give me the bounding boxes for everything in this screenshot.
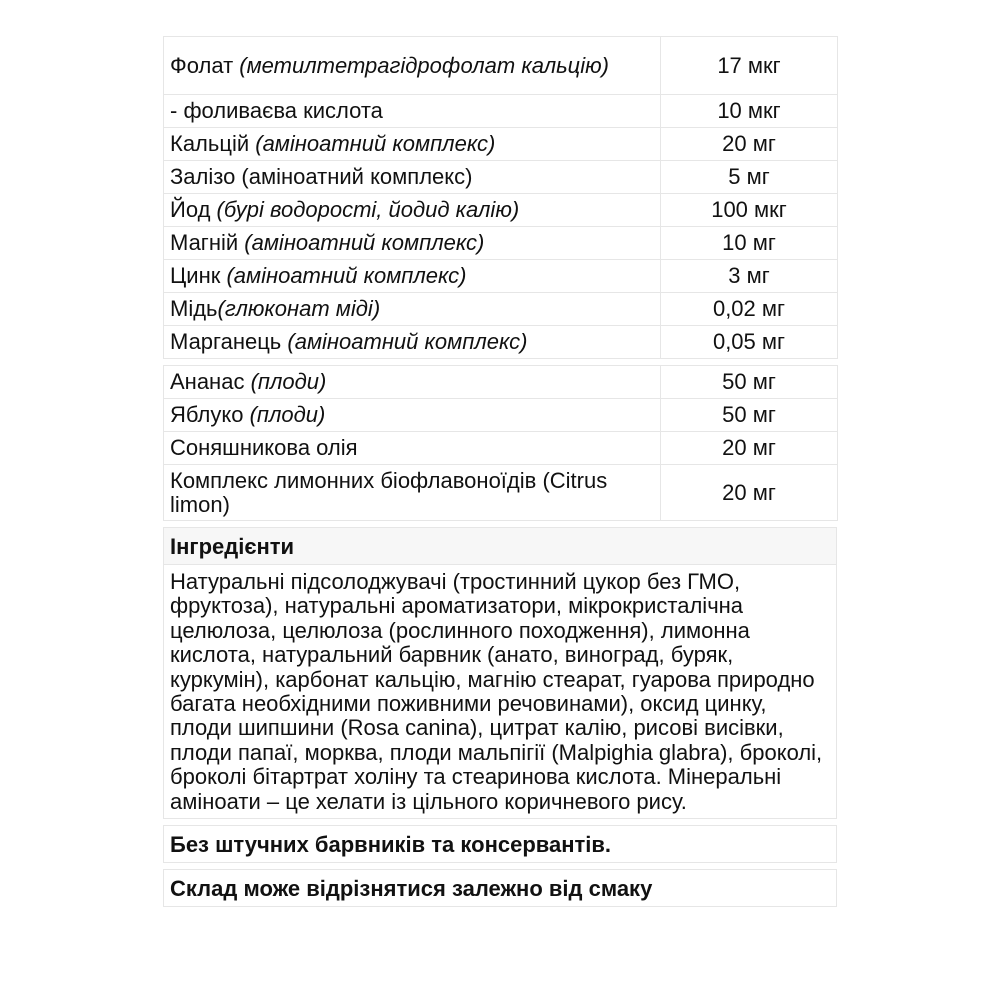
nutrient-name [164,161,661,194]
nutrient-name [164,194,661,227]
nutrient-amount: 20 мг [661,128,838,161]
nutrient-name [164,260,661,293]
nutrient-name [164,128,661,161]
nutrient-source: (аміноатний комплекс) [287,329,528,354]
nutrient-label: Соняшникова олія [170,435,358,460]
nutrient-label: Комплекс лимонних біофлавоноїдів (Citrus limon) [170,467,608,517]
nutrient-source: (плоди) [250,369,327,394]
nutrient-label: Залізо (аміноатний комплекс) [170,164,473,189]
table-row [164,227,838,260]
nutrient-label: Яблуко [170,402,250,427]
table-row [164,399,838,432]
nutrient-source: (аміноатний комплекс) [255,131,496,156]
nutrient-table-extracts [163,365,838,521]
nutrient-label: Марганець [170,329,288,354]
nutrient-source: (бурі водорості, йодид калію) [216,197,520,222]
nutrient-amount: 50 мг [661,366,838,399]
nutrient-amount: 0,02 мг [661,293,838,326]
nutrient-name [164,227,661,260]
nutrient-label: Цинк [170,263,227,288]
nutrient-amount: 20 мг [661,465,838,521]
nutrient-name [164,399,661,432]
nutrient-label: - фоливаєва кислота [170,98,383,123]
table-row [164,465,838,521]
nutrient-source: (аміноатний комплекс) [244,230,485,255]
nutrient-amount: 10 мг [661,227,838,260]
nutrient-name [164,366,661,399]
nutrient-name [164,326,661,359]
ingredients-heading: Інгредієнти [163,527,837,565]
table-row [164,432,838,465]
table-row [164,95,838,128]
nutrient-amount: 5 мг [661,161,838,194]
nutrient-amount: 50 мг [661,399,838,432]
table-row [164,161,838,194]
supplement-facts-sheet [163,36,837,907]
nutrient-label: Ананас [170,369,251,394]
nutrient-amount: 0,05 мг [661,326,838,359]
table-row [164,293,838,326]
table-row [164,37,838,95]
nutrient-label: Фолат [170,52,240,78]
nutrient-table-minerals [163,36,838,359]
nutrient-name [164,465,661,521]
nutrient-name [164,37,661,95]
nutrient-label: Кальцій [170,131,256,156]
nutrient-label: Магній [170,230,245,255]
table-row [164,260,838,293]
table-row [164,194,838,227]
table-row [164,326,838,359]
ingredients-text: Натуральні підсолоджувачі (тростинний цукор без ГМО, фруктоза), натуральні ароматизатори, мікрокристалічна целюлоза, целюлоза (рослинного походження), лимонна кислота, натуральний барвник (анато, виноград, буряк, куркумін), карбонат кальцію, магнію стеарат, гуарова природно багата необхідними поживними речовинами), оксид цинку, плоди шипшини (Rosa canina), цитрат калію, рисові висівки, плоди папаї, морква, плоди мальпігії (Malpighia glabra), броколі, броколі бітартрат холіну та стеаринова кислота. Мінеральні аміноати – це хелати із цільного коричневого рису. [163,565,837,819]
no-additives-note: Без штучних барвників та консервантів. [163,825,837,863]
nutrient-amount: 3 мг [661,260,838,293]
nutrient-amount: 100 мкг [661,194,838,227]
nutrient-source: (аміноатний комплекс) [226,263,467,288]
nutrient-name [164,432,661,465]
nutrient-source: (глюконат міді) [217,296,381,321]
nutrient-name [164,293,661,326]
nutrient-amount: 17 мкг [661,37,838,95]
nutrient-amount: 10 мкг [661,95,838,128]
nutrient-label: Йод [170,197,217,222]
nutrient-source: (плоди) [249,402,326,427]
composition-disclaimer: Склад може відрізнятися залежно від смаку [163,869,837,907]
nutrient-name [164,95,661,128]
table-row [164,128,838,161]
nutrient-source: (метилтетрагідрофолат кальцію) [239,52,610,78]
nutrient-label: Мідь [170,296,218,321]
table-row [164,366,838,399]
nutrient-amount: 20 мг [661,432,838,465]
